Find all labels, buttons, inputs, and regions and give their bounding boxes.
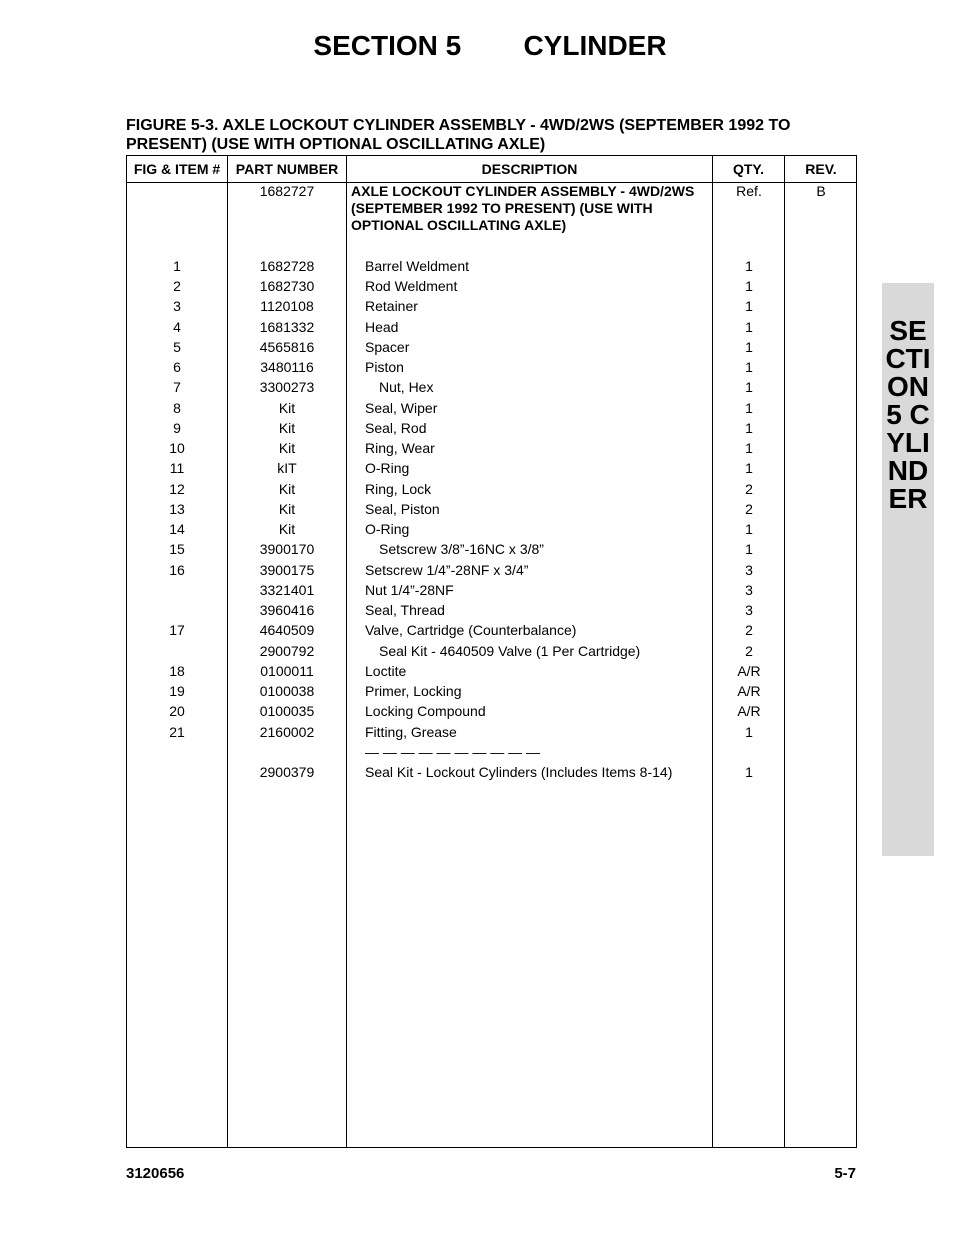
cell-qty: 1	[745, 359, 753, 375]
cell-part-number: Kit	[278, 440, 296, 456]
cell-description: Fitting, Grease	[365, 724, 457, 740]
cell-description: Spacer	[365, 339, 410, 355]
cell-part-number: Kit	[278, 400, 296, 416]
cell-qty: 2	[745, 501, 753, 517]
cell-description: Setscrew 3/8”-16NC x 3/8”	[379, 541, 544, 557]
table-row	[127, 296, 856, 316]
cell-description: Locking Compound	[365, 703, 486, 719]
cell-description: Loctite	[365, 663, 407, 679]
cell-part-number: 3480116	[260, 359, 314, 375]
cell-qty: A/R	[737, 663, 761, 679]
cell-qty: 1	[745, 319, 753, 335]
cell-fig-item: 19	[169, 683, 185, 699]
cell-description: — — — — — — — — — —	[365, 744, 541, 760]
cell-part-number: Kit	[278, 521, 296, 537]
cell-qty: A/R	[737, 703, 761, 719]
cell-fig-item: 20	[169, 703, 185, 719]
cell-qty: 1	[745, 278, 753, 294]
cell-qty: 1	[745, 339, 753, 355]
table-row	[127, 479, 856, 499]
cell-description: Seal, Piston	[365, 501, 440, 517]
cell-qty: 1	[745, 541, 753, 557]
cell-part-number: 0100011	[260, 663, 314, 679]
table-row	[127, 722, 856, 742]
header-description: DESCRIPTION	[481, 161, 578, 177]
table-row	[127, 519, 856, 539]
table-row	[127, 499, 856, 519]
cell-part-number: 3900175	[259, 562, 315, 578]
section-side-tab	[882, 283, 937, 856]
table-row	[127, 256, 856, 276]
cell-part-number: 2900792	[259, 643, 315, 659]
cell-fig-item: 7	[173, 379, 181, 395]
cell-description: Seal, Wiper	[365, 400, 438, 416]
cell-fig-item: 11	[169, 460, 185, 476]
cell-description: Ring, Lock	[365, 481, 432, 497]
cell-part-number: 3321401	[259, 582, 315, 598]
table-row	[127, 418, 856, 438]
cell-fig-item: 6	[173, 359, 181, 375]
table-row	[127, 742, 856, 762]
figure-caption: FIGURE 5-3. AXLE LOCKOUT CYLINDER ASSEMBLY - 4WD/2WS (SEPTEMBER 1992 TO PRESENT) (USE WITH OPTIONAL OSCILLATING AXLE)	[126, 117, 791, 153]
cell-part-number: Kit	[278, 501, 296, 517]
cell-description: Setscrew 1/4”-28NF x 3/4”	[365, 562, 529, 578]
cell-qty: 1	[745, 521, 753, 537]
cell-description: O-Ring	[365, 521, 410, 537]
cell-description: Head	[365, 319, 399, 335]
side-tab-label: SECTION 5 CYLINDER	[885, 315, 937, 514]
table-row	[127, 276, 856, 296]
header-fig-item: FIG & ITEM #	[133, 161, 221, 177]
table-row	[127, 539, 856, 559]
cell-fig-item: 21	[169, 724, 185, 740]
document-number: 3120656	[126, 1165, 185, 1182]
cell-description: Piston	[365, 359, 404, 375]
table-row	[127, 762, 856, 782]
table-row	[127, 560, 856, 580]
cell-fig-item: 9	[173, 420, 181, 436]
cell-description: Retainer	[365, 298, 418, 314]
cell-qty: 1	[745, 298, 753, 314]
cell-description: Barrel Weldment	[365, 258, 470, 274]
cell-fig-item: 4	[173, 319, 181, 335]
page-number: 5-7	[834, 1165, 856, 1182]
cell-fig-item: 15	[169, 541, 185, 557]
cell-fig-item: 13	[169, 501, 185, 517]
table-row	[127, 317, 856, 337]
cell-part-number: 4565816	[259, 339, 315, 355]
cell-qty: A/R	[737, 683, 761, 699]
cell-part-number: 4640509	[259, 622, 315, 638]
header-rev: REV.	[805, 161, 837, 177]
cell-description: Seal Kit - Lockout Cylinders (Includes Items 8-14)	[365, 764, 673, 780]
cell-qty: 1	[745, 379, 753, 395]
table-row	[127, 701, 856, 721]
cell-part-number: 1120108	[260, 298, 314, 314]
cell-part-number: 1681332	[259, 319, 315, 335]
cell-description: Seal Kit - 4640509 Valve (1 Per Cartridge)	[379, 643, 641, 659]
cell-fig-item: 17	[169, 622, 185, 638]
cell-fig-item: 12	[169, 481, 185, 497]
assembly-description: AXLE LOCKOUT CYLINDER ASSEMBLY - 4WD/2WS (SEPTEMBER 1992 TO PRESENT) (USE WITH OPTIONAL OSCILLATING AXLE)	[351, 183, 695, 233]
cell-qty: 2	[745, 643, 753, 659]
assembly-rev: B	[816, 183, 826, 199]
cell-description: Nut 1/4”-28NF	[365, 582, 454, 598]
table-row	[127, 458, 856, 478]
cell-part-number: 2900379	[259, 764, 315, 780]
cell-qty: 1	[745, 764, 753, 780]
cell-fig-item: 3	[173, 298, 181, 314]
cell-part-number: 3900170	[259, 541, 315, 557]
cell-qty: 3	[745, 562, 753, 578]
cell-description: Rod Weldment	[365, 278, 458, 294]
cell-qty: 3	[745, 582, 753, 598]
cell-fig-item: 16	[169, 562, 185, 578]
cell-fig-item: 14	[169, 521, 185, 537]
cell-qty: 2	[745, 622, 753, 638]
assembly-qty: Ref.	[736, 183, 762, 199]
cell-qty: 3	[745, 602, 753, 618]
cell-qty: 1	[745, 440, 753, 456]
cell-description: Ring, Wear	[365, 440, 435, 456]
table-row	[127, 600, 856, 620]
cell-part-number: 1682728	[259, 258, 315, 274]
cell-description: Primer, Locking	[365, 683, 462, 699]
cell-fig-item: 10	[169, 440, 185, 456]
cell-part-number: 2160002	[259, 724, 315, 740]
table-row	[127, 620, 856, 640]
table-row	[127, 377, 856, 397]
cell-qty: 1	[745, 400, 753, 416]
cell-part-number: Kit	[278, 420, 296, 436]
cell-part-number: kIT	[277, 460, 297, 476]
table-row	[127, 661, 856, 681]
cell-description: Seal, Rod	[365, 420, 427, 436]
table-row	[127, 438, 856, 458]
cell-part-number: 3300273	[259, 379, 315, 395]
header-qty: QTY.	[732, 161, 765, 177]
cell-description: Seal, Thread	[365, 602, 445, 618]
table-row	[127, 580, 856, 600]
cell-qty: 1	[745, 460, 753, 476]
cell-description: Valve, Cartridge (Counterbalance)	[365, 622, 577, 638]
assembly-part-number: 1682727	[259, 183, 315, 199]
cell-part-number: 3960416	[259, 602, 315, 618]
cell-fig-item: 18	[169, 663, 185, 679]
cell-qty: 1	[745, 420, 753, 436]
cell-part-number: 0100038	[259, 683, 315, 699]
cell-qty: 1	[745, 258, 753, 274]
cell-part-number: 1682730	[259, 278, 315, 294]
table-row	[127, 398, 856, 418]
cell-qty: 2	[745, 481, 753, 497]
section-title: SECTION 5 CYLINDER	[313, 30, 667, 61]
cell-fig-item: 1	[173, 258, 181, 274]
table-row	[127, 357, 856, 377]
parts-table	[126, 155, 857, 1148]
cell-fig-item: 8	[173, 400, 181, 416]
header-part-number: PART NUMBER	[235, 161, 339, 177]
cell-part-number: 0100035	[259, 703, 315, 719]
table-row	[127, 337, 856, 357]
table-row	[127, 681, 856, 701]
assembly-row	[127, 183, 856, 243]
cell-fig-item: 2	[173, 278, 181, 294]
table-row	[127, 641, 856, 661]
cell-description: Nut, Hex	[379, 379, 434, 395]
cell-part-number: Kit	[278, 481, 296, 497]
cell-description: O-Ring	[365, 460, 410, 476]
cell-qty: 1	[745, 724, 753, 740]
cell-fig-item: 5	[173, 339, 181, 355]
